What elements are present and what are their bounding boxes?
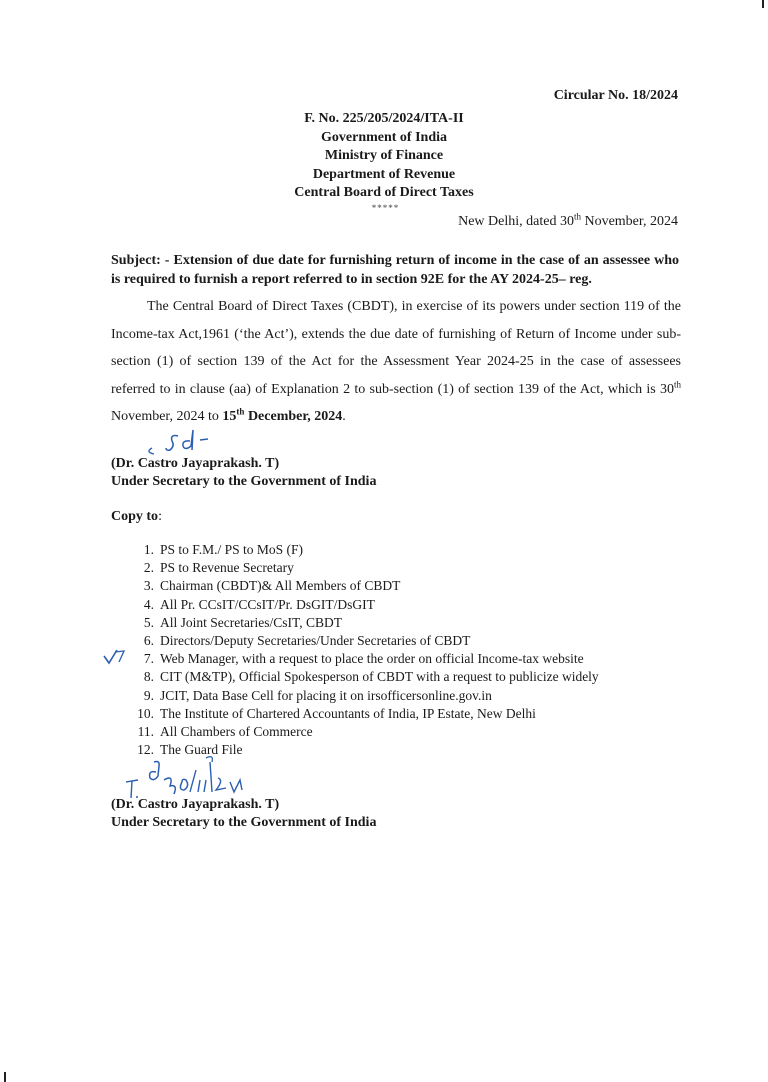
- body-paragraph: [111, 293, 681, 431]
- list-item-text: Web Manager, with a request to place the order on official Income-tax website: [160, 651, 584, 667]
- list-item: [128, 723, 599, 741]
- list-item-number: 6.: [143, 633, 154, 649]
- dateline-sup: th: [573, 211, 581, 222]
- dateline-prefix: New Delhi, dated 30: [458, 214, 574, 229]
- list-item: [128, 559, 599, 577]
- list-item-text: PS to Revenue Secretary: [160, 560, 294, 576]
- list-item-text: The Guard File: [160, 742, 243, 758]
- board-line: Central Board of Direct Taxes: [294, 185, 474, 201]
- list-item-number: 5.: [143, 614, 154, 630]
- list-item-number: 12.: [137, 742, 154, 758]
- body-end: .: [342, 409, 346, 425]
- copy-to-list: [128, 541, 599, 759]
- copy-to-label: [111, 509, 162, 525]
- handwritten-tick-icon: [102, 646, 128, 666]
- scan-edge-mark-top: [762, 0, 764, 8]
- list-item: [128, 577, 599, 595]
- list-item-text: All Pr. CCsIT/CCsIT/Pr. DsGIT/DsGIT: [160, 596, 375, 612]
- list-item: [128, 632, 599, 650]
- due-date-sup: th: [236, 406, 245, 417]
- separator-stars: *****: [371, 202, 400, 213]
- signatory-name-1: (Dr. Castro Jayaprakash. T): [111, 456, 280, 471]
- signatory-designation-1: Under Secretary to the Government of India: [111, 474, 377, 489]
- list-item-number: 8.: [143, 669, 154, 685]
- dateline: [458, 211, 678, 230]
- list-item-text: PS to F.M./ PS to MoS (F): [160, 542, 303, 557]
- list-item: [128, 668, 599, 686]
- subject-line: Subject: - Extension of due date for furnishing return of income in the case of an assessee who is required to furnish a report referred to in section 92E for the AY 2024-25– reg.: [111, 253, 679, 287]
- list-item-text: Directors/Deputy Secretaries/Under Secretaries of CBDT: [160, 633, 471, 649]
- list-item-number: 7.: [143, 651, 154, 667]
- circular-number: Circular No. 18/2024: [553, 88, 678, 103]
- list-item-text: The Institute of Chartered Accountants of India, IP Estate, New Delhi: [160, 705, 536, 721]
- list-item-text: JCIT, Data Base Cell for placing it on irsofficersonline.gov.in: [160, 687, 492, 703]
- list-item-number: 10.: [137, 705, 154, 721]
- list-item-text: CIT (M&TP), Official Spokesperson of CBDT with a request to publicize widely: [160, 669, 599, 685]
- list-item: [128, 614, 599, 632]
- list-item-number: 3.: [143, 578, 154, 594]
- body-text-1: The Central Board of Direct Taxes (CBDT), in exercise of its powers under section 119 of the Income-tax Act,1961 (‘the Act’), extends the due date of furnishing of Return of Income under sub-section (1) of section 139 of the Act for the Assessment Year 2024-25 in the case of assessees referred to in clause (aa) of Explanation 2 to sub-section (1) of section 139 of the Act, which is 30: [111, 299, 681, 397]
- due-date-rest: December, 2024: [244, 409, 343, 425]
- signatory-name-2: (Dr. Castro Jayaprakash. T): [111, 797, 280, 812]
- body-sup-1: th: [673, 379, 681, 390]
- list-item-text: All Chambers of Commerce: [160, 724, 313, 740]
- list-item-text: Chairman (CBDT)& All Members of CBDT: [160, 578, 401, 594]
- dateline-suffix: November, 2024: [580, 214, 678, 229]
- signatory-designation-2: Under Secretary to the Government of India: [111, 815, 377, 830]
- extended-due-date: [222, 406, 343, 425]
- list-item: [128, 541, 599, 559]
- due-date-day: 15: [222, 409, 237, 425]
- list-item-number: 1.: [143, 542, 154, 557]
- list-item: [128, 687, 599, 705]
- letterhead: [0, 110, 768, 213]
- copy-to-colon: :: [158, 509, 162, 524]
- department-line: Department of Revenue: [312, 166, 456, 182]
- list-item: [128, 596, 599, 614]
- copy-to-text: Copy to: [111, 509, 159, 524]
- list-item-number: 9.: [143, 687, 154, 703]
- list-item-number: 11.: [137, 724, 154, 740]
- government-line: Government of India: [321, 129, 447, 145]
- signature-block-1: [111, 455, 376, 491]
- file-number: F. No. 225/205/2024/ITA-II: [304, 111, 464, 126]
- signature-block-2: [111, 796, 376, 832]
- list-item-number: 4.: [143, 596, 154, 612]
- ministry-line: Ministry of Finance: [324, 148, 444, 164]
- scan-edge-mark-bottom: [4, 1072, 6, 1082]
- dated-signature-mark: [118, 752, 268, 802]
- list-item-number: 2.: [143, 560, 154, 576]
- list-item: [128, 705, 599, 723]
- list-item: [128, 650, 599, 668]
- list-item-text: All Joint Secretaries/CsIT, CBDT: [160, 614, 342, 630]
- body-text-2: November, 2024 to: [111, 409, 223, 425]
